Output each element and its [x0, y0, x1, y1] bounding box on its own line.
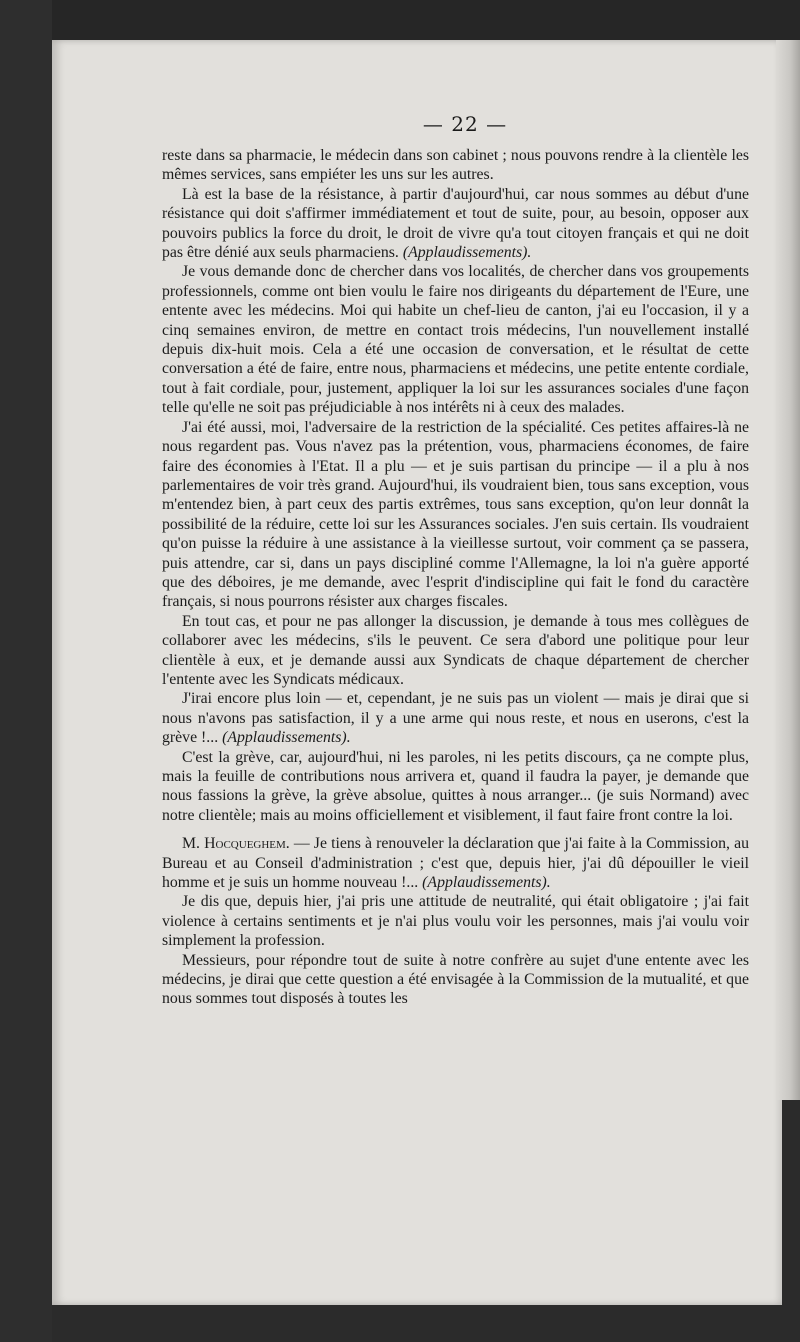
paragraph: Messieurs, pour répondre tout de suite à notre confrère au sujet d'une entente avec les médecins, je dirai que cette question a été envisagée à la Commission de la mutualité, et que nous sommes tout disposés à toutes les: [162, 951, 749, 1008]
paragraph: reste dans sa pharmacie, le médecin dans son cabinet ; nous pouvons rendre à la clientèle les mêmes services, sans empiéter les uns sur les autres.: [162, 147, 749, 184]
paragraph: J'ai été aussi, moi, l'adversaire de la restriction de la spécialité. Ces petites affaires-là ne nous regardent pas. Vous n'avez pas la prétention, vous, pharmaciens économes, de faire faire des économies à l'Etat. Il a plu — et je suis partisan du principe — il a plu à nos parlementaires de voir très grand. Aujourd'hui, ils voudraient bien, tous sans exception, vous m'entendez bien, à part ceux des partis extrêmes, tous sans exception, qu'on leur donnât la possibilité de la réduire, cette loi sur les Assurances sociales. J'en suis certain. Ils voudraient qu'on puisse la réduire à une assistance à la vieillesse surtout, voir comment ça se passera, puis attendre, car si, dans un pays discipliné comme l'Allemagne, la loi n'a guère apporté que des déboires, je me demande, avec l'esprit d'indiscipline qui fait le fond du caractère français, si nous pourrons résister aux charges fiscales.: [162, 418, 749, 611]
page-number: — 22 —: [422, 112, 508, 136]
page-edge: [776, 40, 800, 1100]
scan-binding: [0, 0, 52, 1342]
applause-note: (Applaudissements).: [422, 874, 551, 892]
paragraph: J'irai encore plus loin — et, cependant, je ne suis pas un violent — mais je dirai que si nous n'avons pas satisfaction, il y a une arme qui nous reste, et nous en userons, c'est la grève !... (Applaudissements).: [162, 690, 749, 747]
speaker-name: M. Hocqueghem.: [182, 835, 290, 853]
paragraph: Je dis que, depuis hier, j'ai pris une attitude de neutralité, qui était obligatoire ; j'ai fait violence à certains sentiments et je n'ai plus voulu voir les personnes, mais j'ai voulu voir simplement la profession.: [162, 893, 749, 950]
applause-note: (Applaudissements).: [402, 244, 532, 262]
applause-note: (Applaudissements).: [222, 729, 351, 747]
paragraph: En tout cas, et pour ne pas allonger la discussion, je demande à tous mes collègues de collaborer avec les médecins, s'ils le peuvent. Ce sera d'abord une politique pour leur clientèle à eux, et je demande aussi aux Syndicats de chaque département de chercher l'entente avec les Syndicats médicaux.: [162, 612, 749, 688]
body-text: [162, 146, 749, 1009]
paragraph: Je vous demande donc de chercher dans vos localités, de chercher dans vos groupements professionnels, comme ont bien voulu le faire nos dirigeants du département de l'Eure, une entente avec les médecins. Moi qui habite un chef-lieu de canton, j'ai eu l'occasion, il y a cinq semaines environ, de mettre en contact trois médecins, l'un nouvellement installé depuis dix-huit mois. Cela a été une occasion de conversation, et le résultat de cette conversation a été de faire, entre nous, pharmaciens et médecins, une petite entente cordiale, tout à fait cordiale, pour, justement, appliquer la loi sur les assurances sociales d'une façon telle qu'elle ne soit pas préjudiciable à nos intérêts ni à ceux des malades.: [162, 263, 749, 417]
paragraph: C'est la grève, car, aujourd'hui, ni les paroles, ni les petits discours, ça ne compte plus, mais la feuille de contributions nous arrivera et, quand il faudra la payer, je demande que nous fassions la grève, la grève absolue, quittes à nous arranger... (je suis Normand) avec notre clientèle; mais au moins officiellement et visiblement, il faut faire front contre la loi.: [162, 748, 749, 824]
paragraph: Là est la base de la résistance, à partir d'aujourd'hui, car nous sommes au début d'une résistance qui doit s'affirmer immédiatement et tout de suite, pour, au besoin, opposer aux pouvoirs publics la force du droit, le droit de vivre qu'a tout citoyen français et qui ne doit pas être dénié aux seuls pharmaciens. (Applaudissements).: [162, 185, 749, 262]
paragraph: M. Hocqueghem. — Je tiens à renouveler la déclaration que j'ai faite à la Commission, au Bureau et au Conseil d'administration ; c'est que, depuis hier, j'ai dû dépouiller le vieil homme et je suis un homme nouveau !... (Applaudissements).: [162, 835, 749, 892]
